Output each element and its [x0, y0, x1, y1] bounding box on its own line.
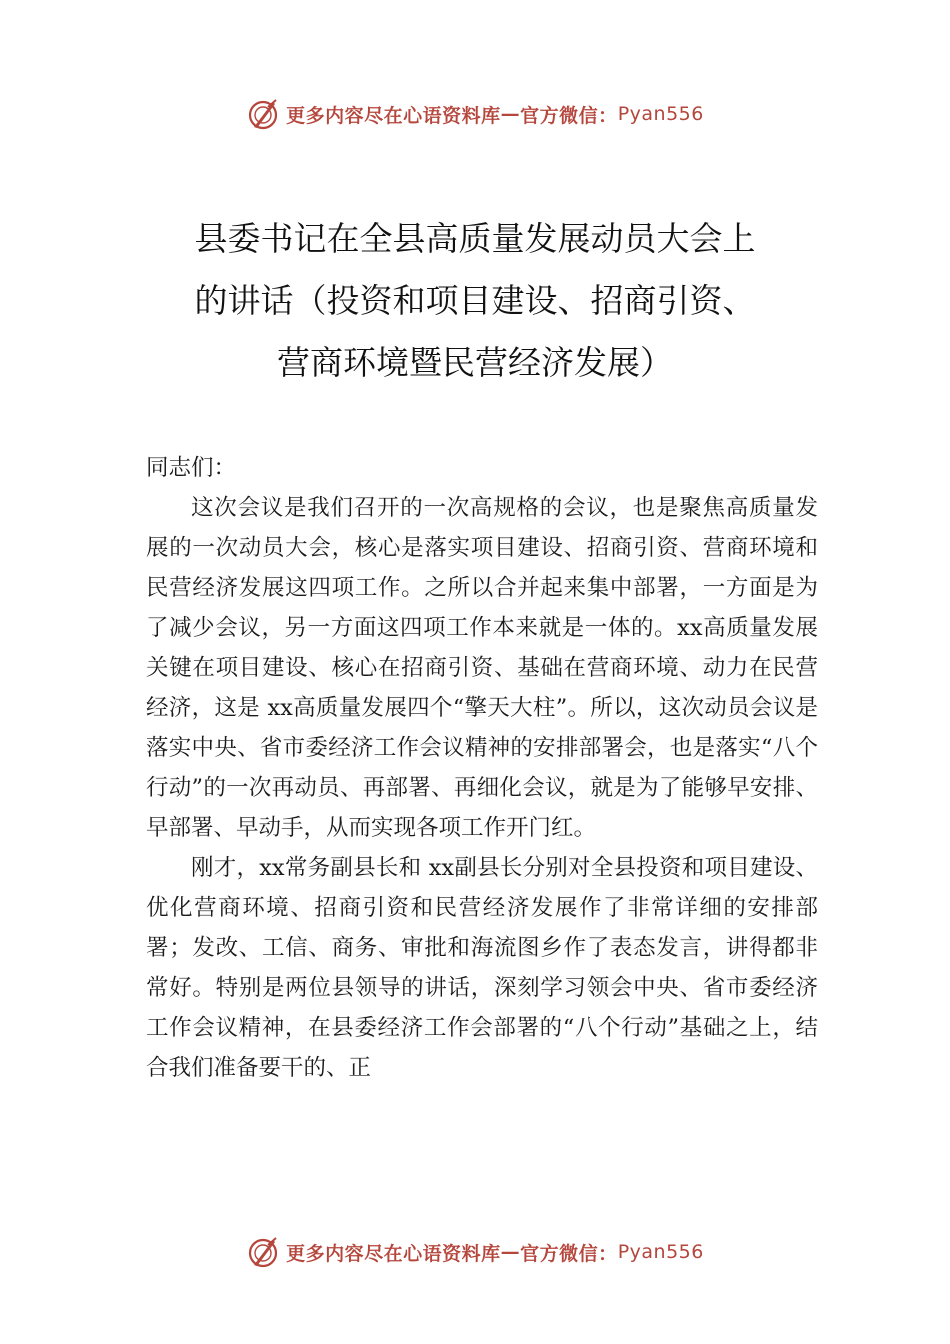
banner-dash: —: [500, 103, 521, 125]
salutation: 同志们：: [146, 455, 237, 481]
banner-dash: —: [500, 1241, 521, 1263]
body-paragraph: 这次会议是我们召开的一次高规格的会议，也是聚焦高质量发展的一次动员大会，核心是落实项目建设、招商引资、营商环境和民营经济发展这四项工作。之所以合并起来集中部署，一方面是为了减少会议，另一方面这四项工作本来就是一体的。xx高质量发展关键在项目建设、核心在招商引资、基础在营商环境、动力在民营经济，这是 xx高质量发展四个“擎天大柱”。所以，这次动员会议是落实中央、省市委经济工作会议精神的安排部署会，也是落实“八个行动”的一次再动员、再部署、再细化会议，就是为了能够早安排、早部署、早动手，从而实现各项工作开门红。: [146, 495, 818, 841]
banner-wechat-label: 官方微信：: [520, 104, 618, 127]
banner-wechat-id: Pyan556: [617, 1241, 704, 1263]
footer-banner: [0, 1232, 950, 1272]
document-body: [146, 448, 818, 1088]
banner-brand-text: 更多内容尽在心语资料库: [286, 1242, 501, 1265]
header-banner: [0, 94, 950, 134]
banner-wechat-label: 官方微信：: [520, 1242, 618, 1265]
quill-logo-icon: [246, 97, 280, 131]
title-line: 营商环境暨民营经济发展）: [277, 343, 673, 382]
document-title: [140, 208, 810, 394]
title-line: 县委书记在全县高质量发展动员大会上: [194, 219, 756, 258]
title-line: 的讲话（投资和项目建设、招商引资、: [194, 281, 756, 320]
body-paragraph: 刚才，xx常务副县长和 xx副县长分别对全县投资和项目建设、优化营商环境、招商引资和民营经济发展作了非常详细的安排部署；发改、工信、商务、审批和海流图乡作了表态发言，讲得都非常好。特别是两位县领导的讲话，深刻学习领会中央、省市委经济工作会议精神，在县委经济工作会部署的“八个行动”基础之上，结合我们准备要干的、正: [146, 855, 818, 1081]
quill-logo-icon: [246, 1235, 280, 1269]
banner-wechat-id: Pyan556: [617, 103, 704, 125]
banner-brand-text: 更多内容尽在心语资料库: [286, 104, 501, 127]
